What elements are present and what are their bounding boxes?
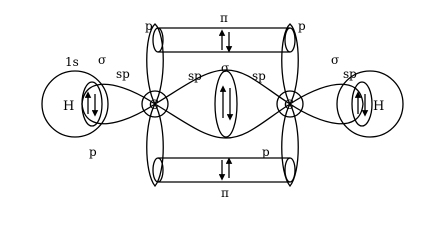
electron-pair-pi-top <box>222 32 229 50</box>
label-pi-bottom: π <box>221 186 229 200</box>
atom-c-right: C <box>284 98 294 113</box>
atom-h-left: H <box>63 99 75 114</box>
sigma-overlap-left <box>82 82 102 126</box>
hydrogen-1s-orbital-left <box>42 71 108 137</box>
pi-bond-bottom <box>153 158 295 182</box>
sigma-overlap-right <box>352 82 372 126</box>
label-p-top-right: p <box>298 19 306 33</box>
atom-c-left: C <box>149 98 159 113</box>
label-p-top-left: p <box>145 19 153 33</box>
electron-pair-pi-bottom <box>222 160 229 178</box>
sigma-bond-center-overlap <box>215 71 237 137</box>
label-1s: 1s <box>65 55 79 69</box>
pi-bond-top <box>153 28 295 52</box>
label-p-bottom-right: p <box>262 145 270 159</box>
label-sigma-right: σ <box>331 53 340 67</box>
sigma-bond-left-lobe <box>82 84 155 124</box>
label-sp-center-right: sp <box>252 69 266 83</box>
label-sp-left: sp <box>116 67 130 81</box>
label-sigma-center: σ <box>221 61 230 75</box>
atom-h-right: H <box>373 99 385 114</box>
label-p-bottom-left: p <box>89 145 97 159</box>
electron-pair-center <box>223 88 230 118</box>
label-sigma-left: σ <box>98 53 107 67</box>
label-sp-center-left: sp <box>188 69 202 83</box>
label-sp-right: sp <box>343 67 357 81</box>
electron-pair-left <box>88 94 95 114</box>
label-pi-top: π <box>220 11 228 25</box>
